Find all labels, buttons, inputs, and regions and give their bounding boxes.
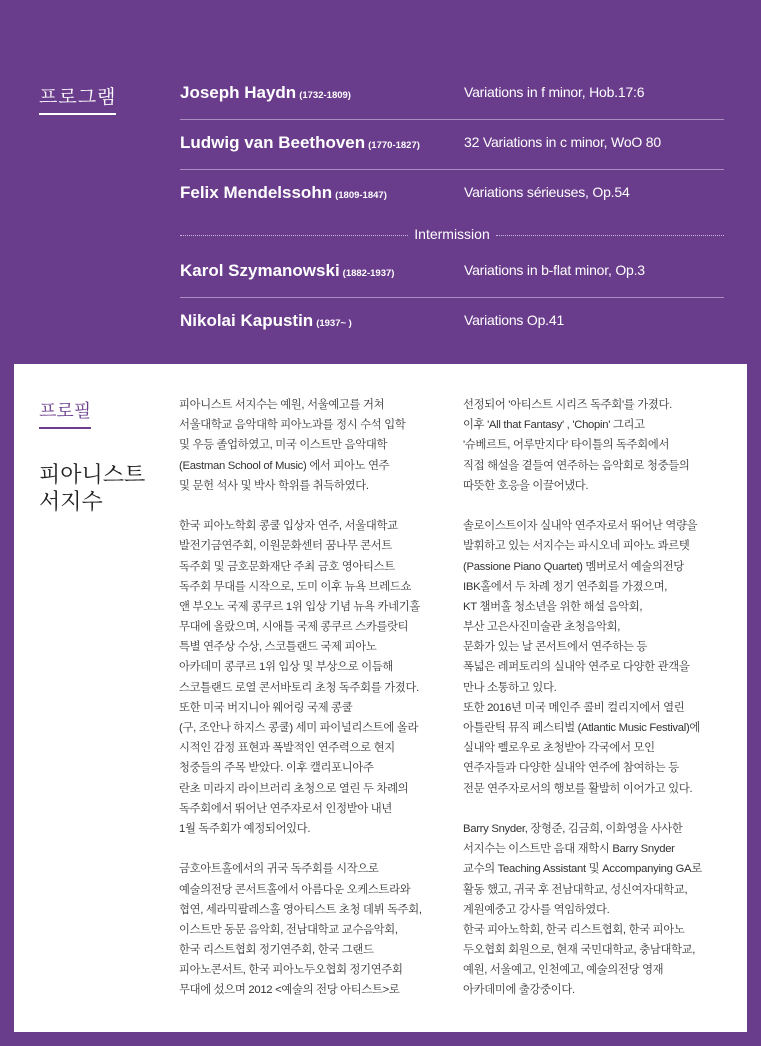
bio-line: 한국 리스트협회 정기연주회, 한국 그랜드 — [179, 944, 374, 957]
composer-name: Felix Mendelssohn (1809-1847) — [180, 183, 387, 202]
bio-line: 폭넓은 레퍼토리의 실내악 연주로 다양한 관객을 — [463, 661, 690, 674]
bio-line: 부산 고은사진미술관 초청음악회, — [463, 621, 621, 634]
bio-line: 솔로이스트이자 실내악 연주자로서 뛰어난 역량을 — [463, 520, 698, 533]
bio-line: 스코틀랜드 로열 콘서바토리 초청 독주회를 가졌다. — [179, 681, 419, 694]
work-title: Variations Op.41 — [464, 312, 565, 328]
bio-column-left — [179, 395, 443, 1001]
artist-title-line2: 서지수 — [39, 490, 103, 515]
bio-line: 한국 피아노학회 콩쿨 입상자 연주, 서울대학교 — [179, 520, 398, 533]
composer-name: Nikolai Kapustin (1937~ ) — [180, 311, 352, 330]
paragraph-gap — [463, 799, 727, 819]
composer-name: Ludwig van Beethoven (1770-1827) — [180, 133, 420, 152]
bio-line: 문화가 있는 날 콘서트에서 연주하는 등 — [463, 641, 647, 654]
bio-line: Barry Snyder, 장형준, 김금희, 이화영을 사사한 — [463, 822, 683, 835]
bio-line: 또한 2016년 미국 메인주 콜비 컬리지에서 열린 — [463, 701, 685, 714]
bio-line: 서울대학교 음악대학 피아노과를 정시 수석 입학 — [179, 419, 406, 432]
intermission-divider — [180, 220, 724, 248]
bio-line: 교수의 Teaching Assistant 및 Accompanying GA로 — [463, 863, 702, 876]
bio-line: 및 우등 졸업하였고, 미국 이스트만 음악대학 — [179, 439, 388, 452]
bio-line: 예술의전당 콘서트홀에서 아름다운 오케스트라와 — [179, 883, 411, 896]
bio-line: 직접 해설을 곁들여 연주하는 음악회로 청중들의 — [463, 459, 690, 472]
bio-line: 아틀란틱 뮤직 페스티벌 (Atlantic Music Festival)에 — [463, 722, 701, 734]
bio-line: (Passione Piano Quartet) 멤버로서 예술의전당 — [463, 560, 684, 573]
program-item — [180, 298, 724, 348]
bio-line: 무대에 섰으며 2012 <예술의 전당 아티스트>로 — [179, 984, 400, 997]
bio-line: 청중들의 주목 받았다. 이후 캘리포니아주 — [179, 762, 374, 775]
program-item — [180, 120, 724, 170]
bio-line: 앤 부오노 국제 콩쿠르 1위 입상 기념 뉴욕 카네기홀 — [179, 600, 420, 613]
bio-line: 실내악 펠로우로 초청받아 각국에서 모인 — [463, 742, 655, 755]
composer-years: (1770-1827) — [368, 140, 420, 151]
bio-line: 활동 했고, 귀국 후 전남대학교, 성신여자대학교, — [463, 883, 688, 896]
bio-line: 만나 소통하고 있다. — [463, 681, 557, 694]
bio-line: 또한 미국 버지니아 웨어링 국제 콩쿨 — [179, 701, 353, 714]
composer-years: (1732-1809) — [299, 90, 351, 101]
paragraph-gap — [463, 496, 727, 516]
dotted-line-right — [496, 235, 724, 236]
bio-line: 계원예중고 강사를 역임하였다. — [463, 903, 610, 916]
program-heading: 프로그램 — [39, 82, 116, 115]
composer-years: (1937~ ) — [316, 318, 352, 329]
bio-line: 무대에 올랐으며, 시애틀 국제 콩쿠르 스카를랏티 — [179, 621, 409, 634]
profile-panel — [14, 364, 747, 1032]
bio-line: 따뜻한 호응을 이끌어냈다. — [463, 479, 589, 492]
work-title: Variations in f minor, Hob.17:6 — [464, 84, 645, 100]
dotted-line-left — [180, 235, 408, 236]
bio-line: 독주회 무대를 시작으로, 도미 이후 뉴욕 브레드쇼 — [179, 580, 412, 593]
work-title: 32 Variations in c minor, WoO 80 — [464, 134, 661, 150]
bio-line: (Eastman School of Music) 에서 피아노 연주 — [179, 459, 390, 472]
bio-line: IBK홀에서 두 차례 정기 연주회를 가졌으며, — [463, 580, 668, 593]
bio-line: 1월 독주회가 예정되어있다. — [179, 822, 311, 835]
bio-line: 및 문헌 석사 및 박사 학위를 취득하였다. — [179, 479, 369, 492]
work-title: Variations sérieuses, Op.54 — [464, 184, 630, 200]
program-item — [180, 248, 724, 298]
bio-line: (구, 조안나 하지스 콩쿨) 세미 파이널리스트에 올라 — [179, 722, 419, 734]
artist-title — [39, 462, 169, 516]
composer-name: Joseph Haydn (1732-1809) — [180, 83, 351, 102]
bio-line: 협연, 세라믹팔레스홀 영아티스트 초청 데뷔 독주회, — [179, 903, 422, 916]
bio-line: 전문 연주자로서의 행보를 활발히 이어가고 있다. — [463, 782, 693, 795]
bio-line: 선정되어 '아티스트 시리즈 독주회'를 가졌다. — [463, 399, 672, 411]
paragraph-gap — [179, 839, 443, 859]
paragraph-gap — [179, 496, 443, 516]
bio-line: 아카데미에 출강중이다. — [463, 984, 575, 997]
program-item — [180, 170, 724, 220]
artist-title-line1: 피아니스트 — [39, 463, 146, 488]
bio-column-right — [463, 395, 727, 1001]
composer-years: (1882-1937) — [342, 268, 395, 279]
work-title: Variations in b-flat minor, Op.3 — [464, 262, 645, 278]
bio-line: KT 챔버홀 청소년을 위한 해설 음악회, — [463, 600, 643, 613]
bio-line: 란초 미라지 라이브러리 초청으로 열린 두 차례의 — [179, 782, 409, 795]
bio-line: 연주자들과 다양한 실내악 연주에 참여하는 등 — [463, 762, 679, 775]
bio-line: 발전기금연주회, 이원문화센터 꿈나무 콘서트 — [179, 540, 392, 553]
bio-line: '슈베르트, 어루만지다' 타이틀의 독주회에서 — [463, 439, 670, 452]
bio-line: 서지수는 이스트만 음대 재학시 Barry Snyder — [463, 843, 675, 856]
bio-line: 아카데미 콩쿠르 1위 입상 및 부상으로 이듬해 — [179, 661, 394, 674]
bio-line: 발휘하고 있는 서지수는 파시오네 피아노 콰르텟 — [463, 540, 690, 553]
bio-line: 피아노콘서트, 한국 피아노두오협회 정기연주회 — [179, 964, 403, 977]
bio-line: 두오협회 회원으로, 현재 국민대학교, 충남대학교, — [463, 944, 696, 957]
composer-years: (1809-1847) — [335, 190, 387, 201]
program-list — [180, 70, 724, 348]
bio-line: 이후 'All that Fantasy' , 'Chopin' 그리고 — [463, 419, 645, 432]
intermission-label: Intermission — [414, 226, 490, 242]
profile-heading: 프로필 — [39, 397, 91, 429]
bio-line: 특별 연주상 수상, 스코틀랜드 국제 피아노 — [179, 641, 377, 654]
bio-line: 피아니스트 서지수는 예원, 서울예고를 거쳐 — [179, 399, 385, 411]
bio-line: 금호아트홀에서의 귀국 독주회를 시작으로 — [179, 863, 379, 876]
bio-line: 한국 피아노학회, 한국 리스트협회, 한국 피아노 — [463, 923, 685, 936]
program-item — [180, 70, 724, 120]
composer-name: Karol Szymanowski (1882-1937) — [180, 261, 395, 280]
bio-line: 시적인 감정 표현과 폭발적인 연주력으로 현지 — [179, 742, 395, 755]
bio-line: 독주회 및 금호문화재단 주최 금호 영아티스트 — [179, 560, 395, 573]
bio-line: 이스트만 동문 음악회, 전남대학교 교수음악회, — [179, 923, 398, 936]
bio-line: 독주회에서 뛰어난 연주자로서 인정받아 내년 — [179, 802, 392, 815]
bio-line: 예원, 서울예고, 인천예고, 예술의전당 영재 — [463, 964, 664, 977]
